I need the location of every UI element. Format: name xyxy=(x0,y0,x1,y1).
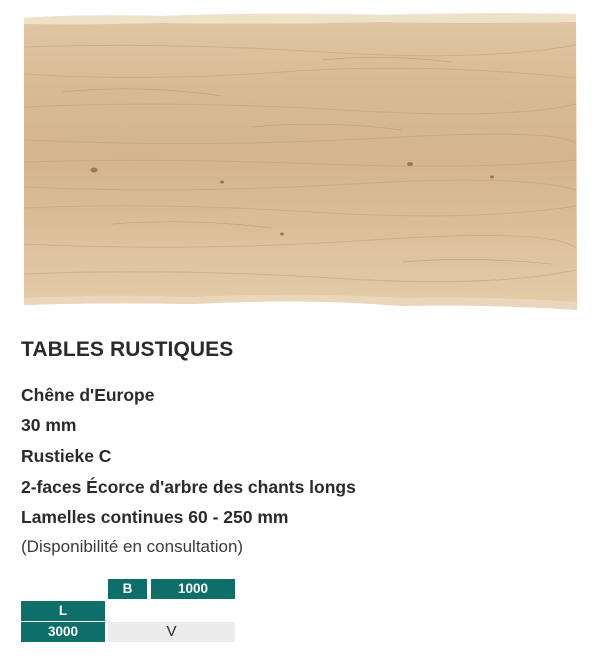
product-title: TABLES RUSTIQUES xyxy=(21,338,234,361)
length-value-cell: 3000 xyxy=(21,622,105,642)
spec-lamellas: Lamelles continues 60 - 250 mm xyxy=(21,507,289,527)
spec-edge-finish: 2-faces Écorce d'arbre des chants longs xyxy=(21,477,356,497)
spec-grade: Rustieke C xyxy=(21,446,112,466)
availability-note: (Disponibilité en consultation) xyxy=(21,537,244,556)
length-header-cell: L xyxy=(21,601,105,621)
spec-thickness: 30 mm xyxy=(21,415,77,435)
oak-tabletop-illustration xyxy=(22,12,578,312)
spec-wood-species: Chêne d'Europe xyxy=(21,385,155,405)
width-header-cell: B xyxy=(108,579,147,599)
width-value-cell: 1000 xyxy=(151,579,235,599)
availability-cell: V xyxy=(108,622,235,642)
product-image xyxy=(22,12,578,312)
